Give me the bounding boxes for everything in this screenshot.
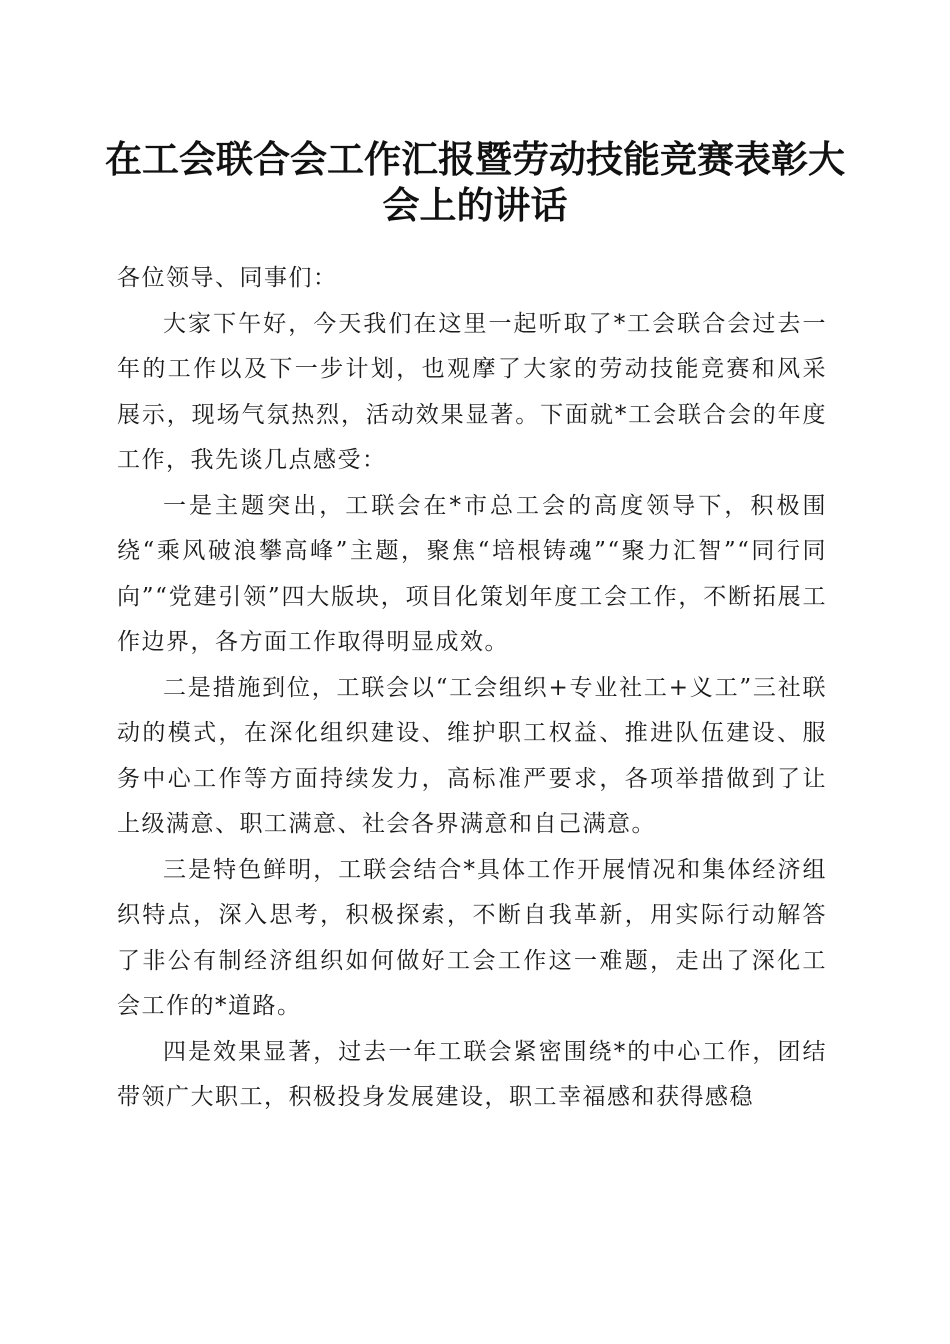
paragraph-point-1: 一是主题突出，工联会在*市总工会的高度领导下，积极围绕“乘风破浪攀高峰”主题，聚焦“培根铸魂”“聚力汇智”“同行同向”“党建引领”四大版块，项目化策划年度工会工作，不断拓展工作边界，各方面工作取得明显成效。 xyxy=(117,492,827,655)
paragraph-point-4: 四是效果显著，过去一年工联会紧密围绕*的中心工作，团结带领广大职工，积极投身发展建设，职工幸福感和获得感稳 xyxy=(117,1038,827,1110)
paragraph-point-3: 三是特色鲜明，工联会结合*具体工作开展情况和集体经济组织特点，深入思考，积极探索，不断自我革新，用实际行动解答了非公有制经济组织如何做好工会工作这一难题，走出了深化工会工作的*道路。 xyxy=(117,856,827,1019)
document-title: 在工会联合会工作汇报暨劳动技能竞赛表彰大会上的讲话 xyxy=(105,137,845,227)
document-body xyxy=(117,256,827,1121)
paragraph-point-2: 二是措施到位，工联会以“工会组织+专业社工+义工”三社联动的模式，在深化组织建设、维护职工权益、推进队伍建设、服务中心工作等方面持续发力，高标准严要求，各项举措做到了让上级满意、职工满意、社会各界满意和自己满意。 xyxy=(117,674,827,837)
salutation: 各位领导、同事们： xyxy=(117,265,338,291)
paragraph-intro: 大家下午好，今天我们在这里一起听取了*工会联合会过去一年的工作以及下一步计划，也观摩了大家的劳动技能竞赛和风采展示，现场气氛热烈，活动效果显著。下面就*工会联合会的年度工作，我先谈几点感受： xyxy=(117,310,827,473)
